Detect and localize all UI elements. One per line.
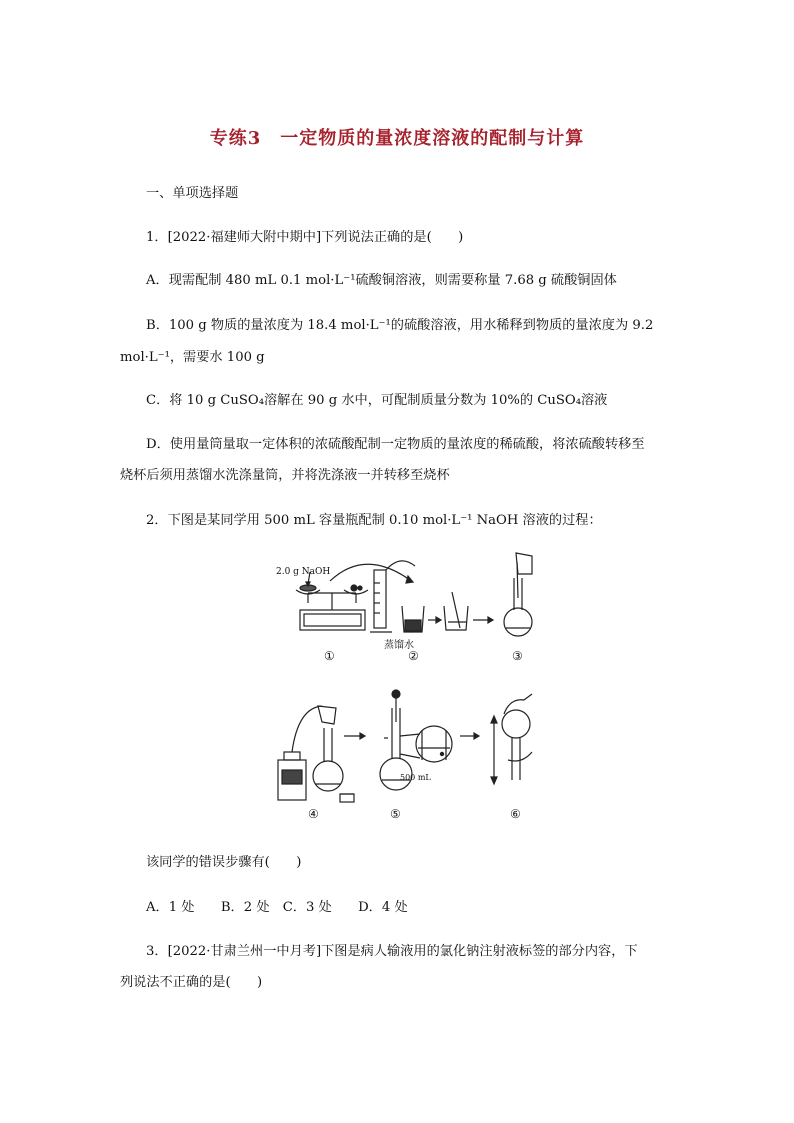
step-2-label: ②: [408, 649, 419, 663]
volumetric-flask-illustration: [504, 553, 532, 636]
reagent-bottle-illustration: [278, 706, 322, 800]
question-1-option-b-line1: B．100 g 物质的量浓度为 18.4 mol·L⁻¹的硫酸溶液，用水稀释到物质的量浓度为 9.2: [146, 318, 654, 333]
question-1-option-b-line2: mol·L⁻¹，需要水 100 g: [120, 350, 265, 365]
question-1-stem: 1．[2022·福建师大附中期中]下列说法正确的是( ): [146, 230, 464, 245]
section-heading: 一、单项选择题: [146, 186, 239, 201]
balance-illustration: [296, 572, 368, 630]
water-label: 蒸馏水: [384, 640, 414, 651]
step-4-label: ④: [308, 807, 319, 821]
question-1-option-d-line2: 烧杯后须用蒸馏水洗涤量筒，并将洗涤液一并转移至烧杯: [120, 468, 450, 483]
step-1-label: ①: [324, 649, 335, 663]
question-1-option-c: C．将 10 g CuSO₄溶解在 90 g 水中，可配制质量分数为 10%的 CuSO₄溶液: [146, 393, 608, 408]
beaker-illustration: [402, 606, 424, 632]
stirring-beaker-illustration: [444, 592, 468, 630]
question-2-stem: 2．下图是某同学用 500 mL 容量瓶配制 0.10 mol·L⁻¹ NaOH 溶液的过程：: [146, 513, 602, 528]
step-3-label: ③: [512, 649, 523, 663]
question-3-stem-line2: 列说法不正确的是( ): [120, 975, 263, 990]
step-6-label: ⑥: [510, 807, 521, 821]
step-5-label: ⑤: [390, 807, 401, 821]
question-2-options: A．1 处 B．2 处 C．3 处 D．4 处: [146, 900, 408, 915]
invert-flask-illustration: [491, 694, 532, 784]
page-title: 专练3 一定物质的量浓度溶液的配制与计算: [209, 128, 585, 149]
naoh-label: 2.0 g NaOH: [276, 567, 331, 577]
question-3-stem-line1: 3．[2022·甘肃兰州一中月考]下图是病人输液用的氯化钠注射液标签的部分内容，下: [146, 944, 638, 959]
question-1-option-a: A．现需配制 480 mL 0.1 mol·L⁻¹硫酸铜溶液，则需要称量 7.68 g 硫酸铜固体: [146, 273, 617, 288]
flask-step-4-illustration: [313, 706, 354, 802]
step-labels-row1: [276, 567, 523, 663]
preparation-steps-figure: [270, 548, 560, 823]
question-2-prompt: 该同学的错误步骤有( ): [146, 855, 302, 870]
question-1-option-d-line1: D．使用量筒量取一定体积的浓硫酸配制一定物质的量浓度的稀硫酸，将浓硫酸转移至: [146, 437, 645, 452]
volume-label: 500 mL: [400, 773, 431, 782]
